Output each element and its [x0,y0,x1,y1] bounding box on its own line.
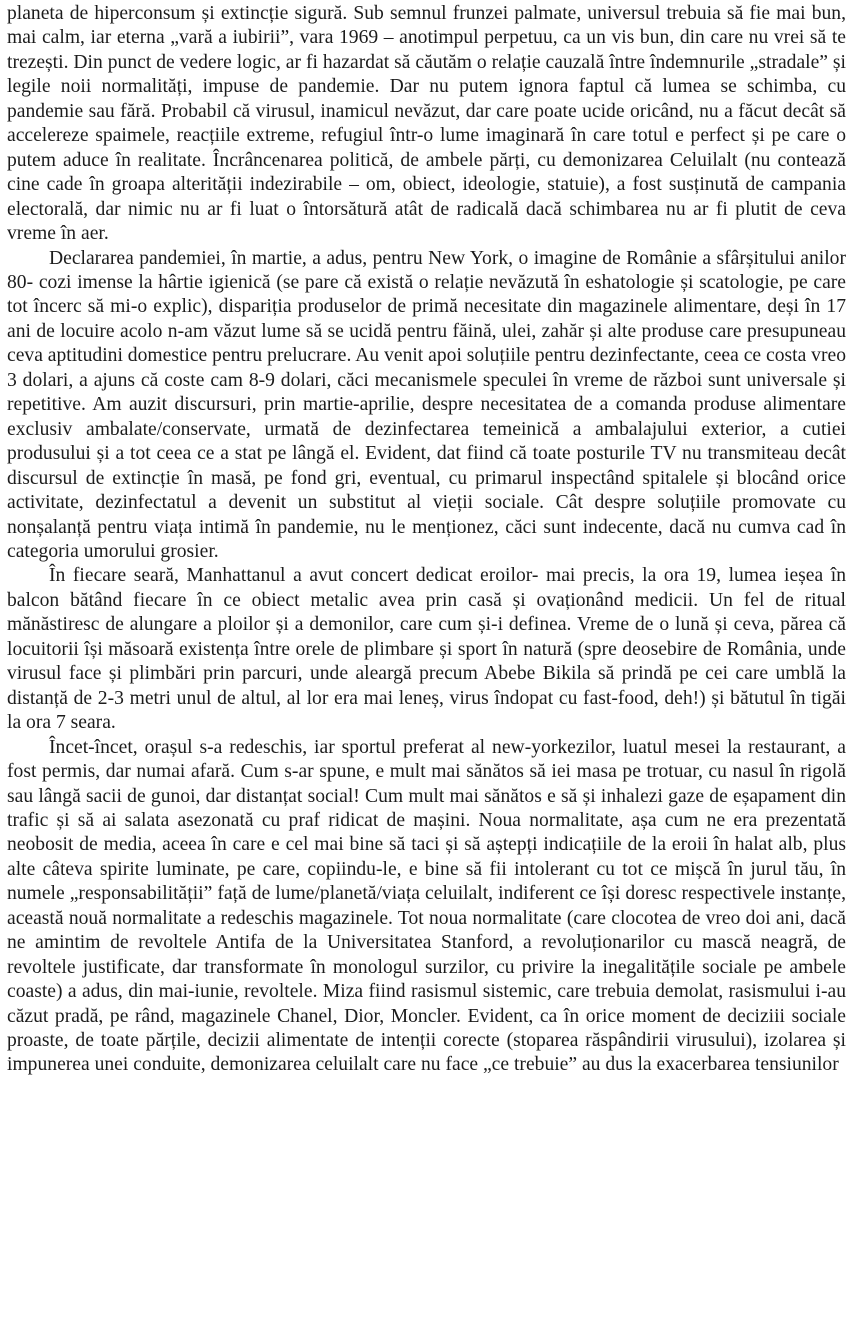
paragraph-2: Declararea pandemiei, în martie, a adus, pentru New York, o imagine de Românie a sfârșitului anilor 80- cozi imense la hârtie igienică (se pare că există o relație nevăzută în eshatologie și scatologie, pe care tot încerc să mi-o explic), dispariția produselor de primă necesitate din magazinele alimentare, deși în 17 ani de locuire acolo n-am văzut lume să se ucidă pentru făină, ulei, zahăr și alte produse care presupuneau ceva aptitudini domestice pentru prelucrare. Au venit apoi soluțiile pentru dezinfectante, ceea ce costa vreo 3 dolari, a ajuns că coste cam 8-9 dolari, căci mecanismele speculei în vreme de război sunt universale și repetitive. Am auzit discursuri, prin martie-aprilie, despre necesitatea de a comanda produse alimentare exclusiv ambalate/conservate, urmată de dezinfectarea temeinică a ambalajului exterior, a cutiei produsului și a tot ceea ce a stat pe lângă el. Evident, dat fiind că toate posturile TV nu transmiteau decât discursul de extincție în masă, pe fond gri, eventual, cu primarul inspectând spitalele și blocând orice activitate, dezinfectatul a devenit un substitut al vieții sociale. Cât despre soluțiile promovate cu nonșalanță pentru viața intimă în pandemie, nu le menționez, căci sunt indecente, dacă nu cumva cad în categoria umorului grosier. [7,247,846,562]
paragraph-4: Încet-încet, orașul s-a redeschis, iar sportul preferat al new-yorkezilor, luatul mesei la restaurant, a fost permis, dar numai afară. Cum s-ar spune, e mult mai sănătos să iei masa pe trotuar, cu nasul în rigolă sau lângă sacii de gunoi, dar distanțat social! Cum mult mai sănătos e să și inhalezi gaze de eșapament din trafic și să ai salata asezonată cu praf ridicat de mașini. Noua normalitate, așa cum ne era prezentată neobosit de media, aceea în care e cel mai bine să taci și să aștepți indicațiile de la eroii în halat alb, plus alte câteva spirite luminate, pe care, copiindu-le, e bine să fii intolerant cu tot ce mișcă în jurul tău, în numele „responsabilității” față de lume/planetă/viața celuilalt, indiferent ce își doresc respectivele instanțe, această nouă normalitate a redeschis magazinele. Tot noua normalitate (care clocotea de vreo doi ani, dacă ne amintim de revoltele Antifa de la Universitatea Stanford, a revoluționarilor cu mască neagră, de revoltele justificate, dar transformate în monologul surzilor, cu privire la inegalitățile sociale pe ambele coaste) a adus, din mai-iunie, revoltele. Miza fiind rasismul sistemic, care trebuia demolat, rasismului i-au căzut pradă, pe rând, magazinele Chanel, Dior, Moncler. Evident, ca în orice moment de deciziii sociale proaste, de toate părțile, decizii alimentate de intenții corecte (stoparea răspândirii virusului), izolarea și impunerea unei conduite, demonizarea celuilalt care nu face „ce trebuie” au dus la exacerbarea tensiunilor [7,736,846,1076]
paragraph-3: În fiecare seară, Manhattanul a avut concert dedicat eroilor- mai precis, la ora 19, lumea ieșea în balcon bătând fiecare în ce obiect metalic avea prin casă și ovaționând medicii. Un fel de ritual mănăstiresc de alungare a ploilor și a demonilor, care cum și-i definea. Vreme de o lună și ceva, părea că locuitorii își măsoară existența între orele de plimbare și sport în natură (spre deosebire de România, unde virusul face și plimbări prin parcuri, unde aleargă precum Abebe Bikila să prindă pe cei care umblă la distanță de 2-3 metri unul de altul, al lor era mai leneș, virus îndopat cu fast-food, deh!) și bătutul în tigăi la ora 7 seara. [7,565,846,734]
paragraph-1: planeta de hiperconsum și extincție sigură. Sub semnul frunzei palmate, universul trebuia să fie mai bun, mai calm, iar eterna „vară a iubirii”, vara 1969 – anotimpul perpetuu, ca un vis bun, din care nu vrei să te trezești. Din punct de vedere logic, ar fi hazardat să căutăm o relație cauzală între îndemnurile „stradale” și legile noii normalități, impuse de pandemie. Dar nu putem ignora faptul că lumea se schimba, cu pandemie sau fără. Probabil că virusul, inamicul nevăzut, dar care poate ucide oricând, nu a făcut decât să accelereze spaimele, reacțiile extreme, refugiul într-o lume imaginară în care totul e perfect și pe care o putem aduce în realitate. Încrâncenarea politică, de ambele părți, cu demonizarea Celuilalt (nu contează cine cade în groapa alterității indezirabile – om, obiect, ideologie, statuie), a fost susținută de campania electorală, dar nimic nu ar fi luat o întorsătură atât de radicală dacă schimbarea nu ar fi plutit de ceva vreme în aer. [7,3,846,245]
